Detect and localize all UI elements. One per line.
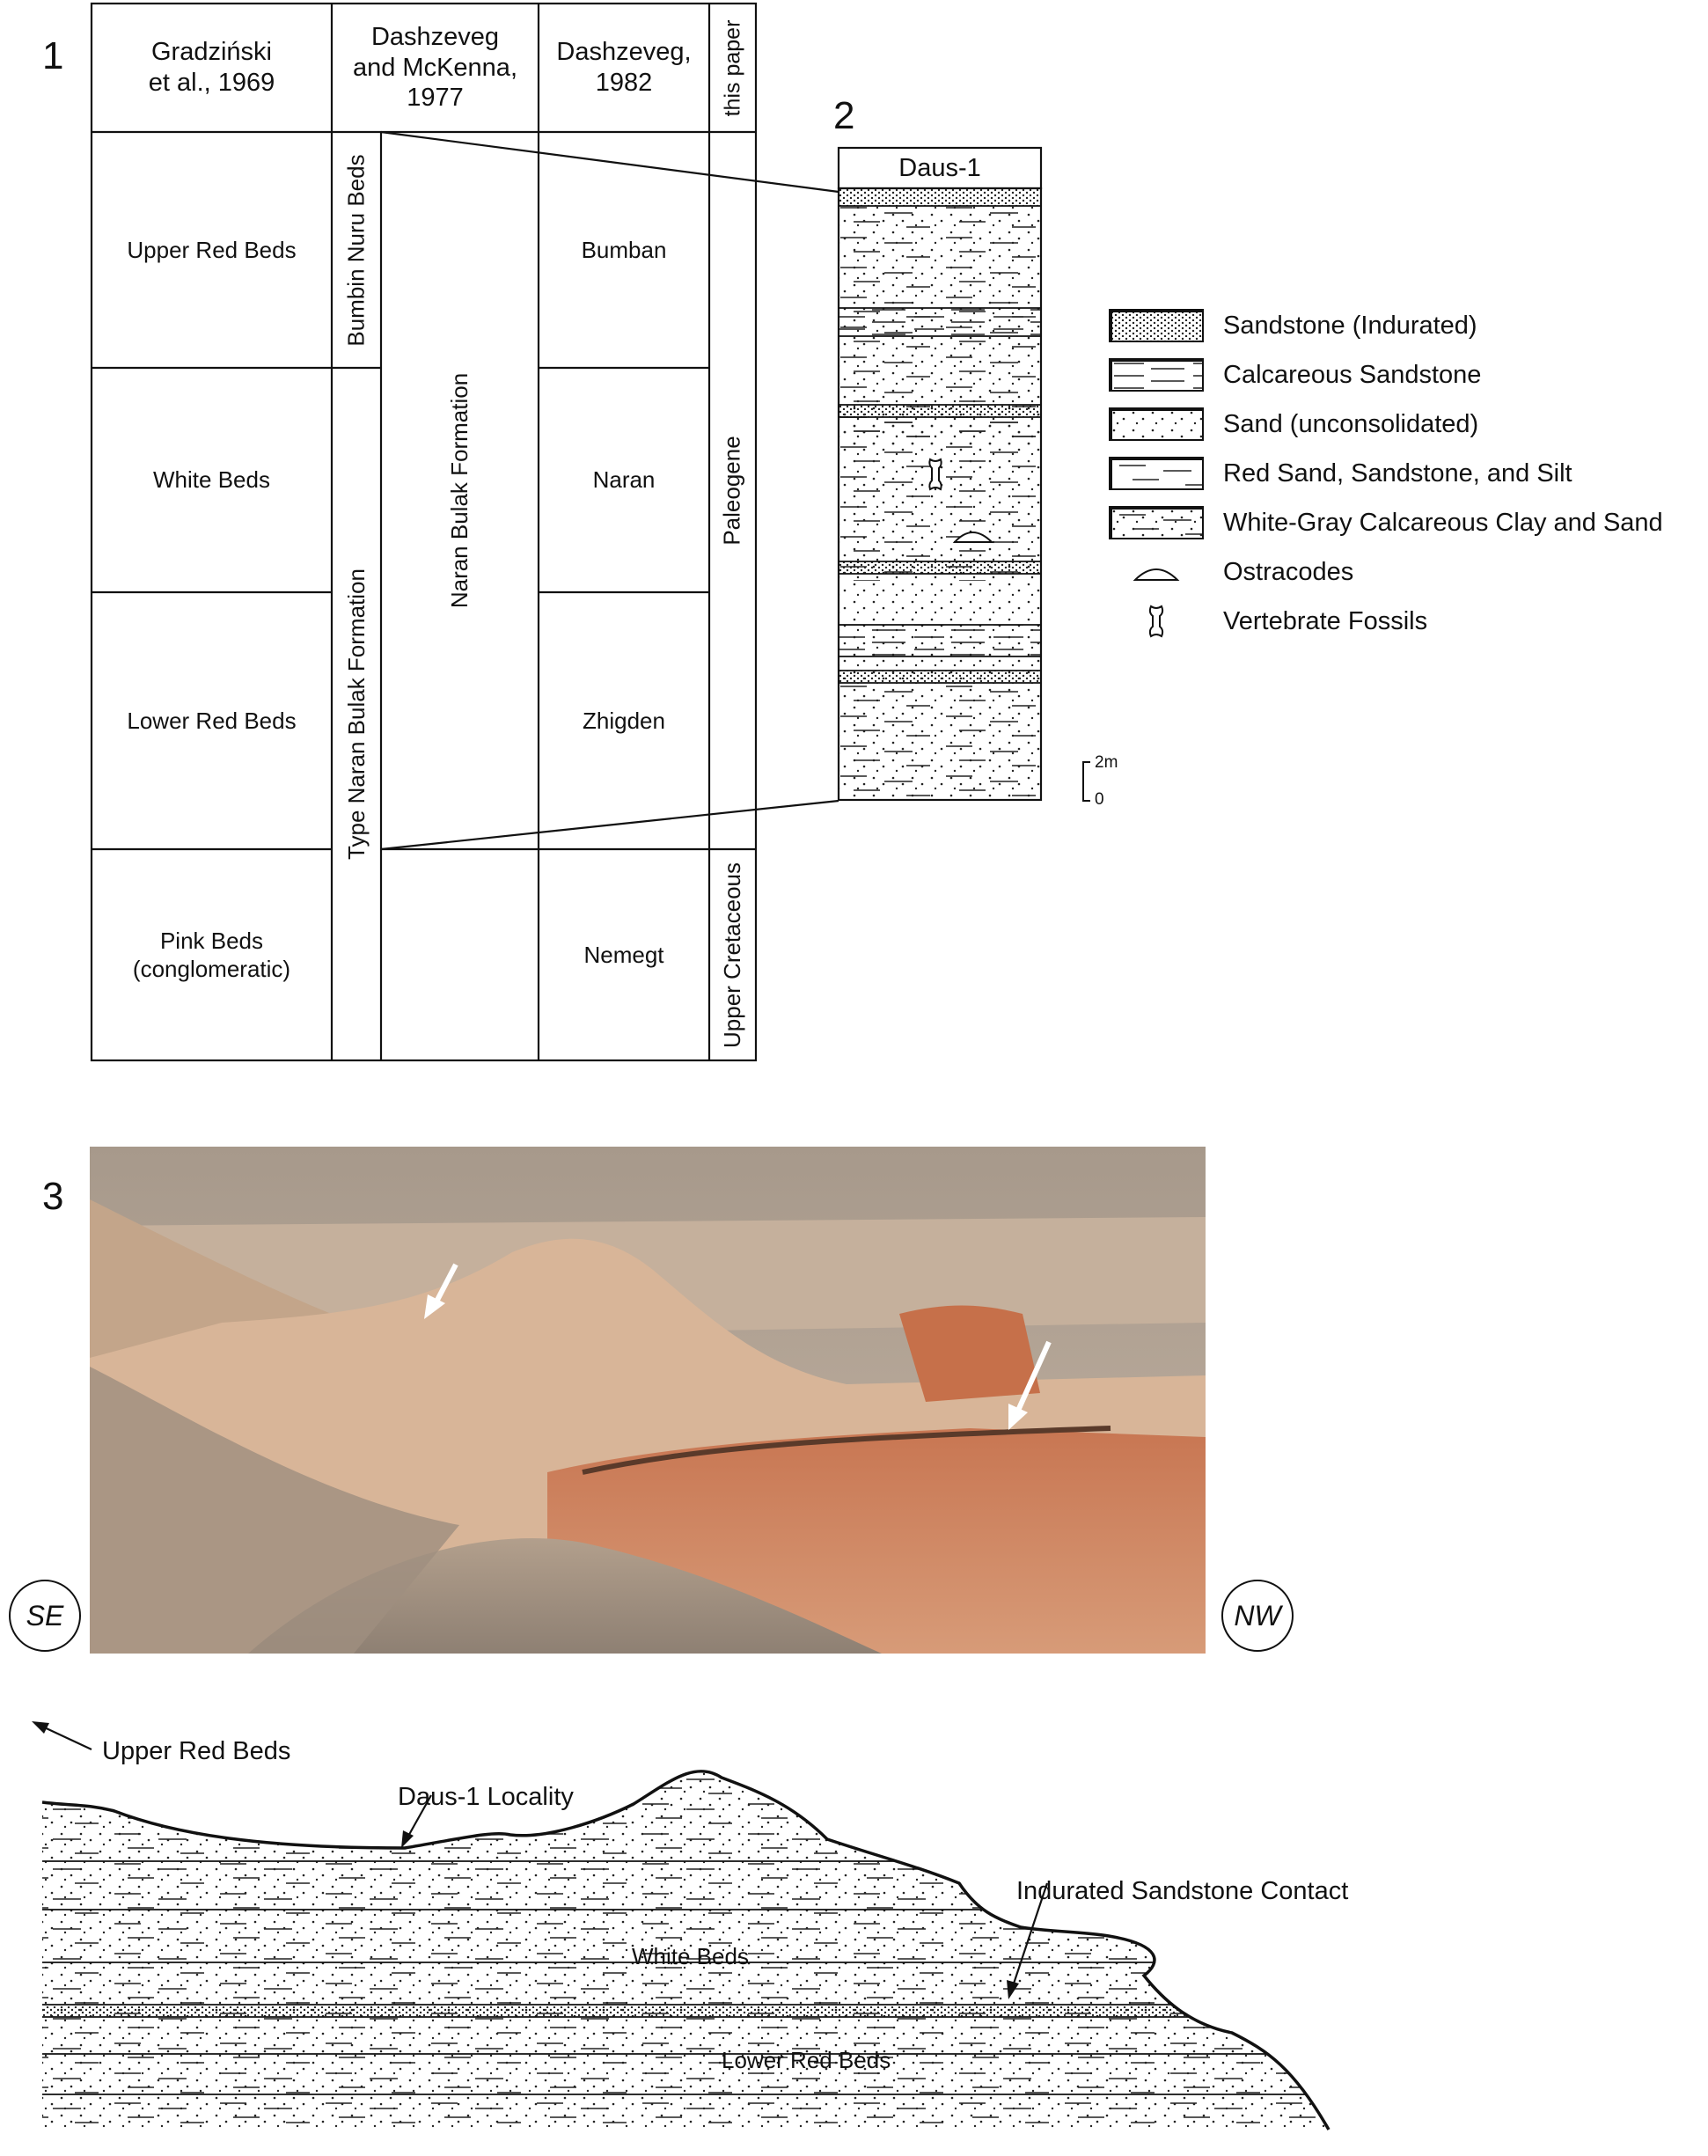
unit-bumban: Bumban xyxy=(581,236,667,263)
unit-lower-red-beds: Lower Red Beds xyxy=(127,707,297,734)
compass-nw: NW xyxy=(1221,1580,1294,1652)
legend-item-indurated xyxy=(1109,308,1477,343)
legend-item-sand xyxy=(1109,407,1478,442)
ostracode-legend-icon xyxy=(1109,555,1204,589)
legend-swatch-calcareous xyxy=(1109,358,1204,392)
compass-se: SE xyxy=(9,1580,81,1652)
legend-item-vertebrate xyxy=(1109,604,1427,639)
unit-paleogene-cell xyxy=(709,132,756,849)
legend-item-ostracodes xyxy=(1109,554,1353,590)
legend-item-red-sand xyxy=(1109,456,1572,491)
legend-label-ostracodes: Ostracodes xyxy=(1223,557,1354,586)
unit-upper-cretaceous: Upper Cretaceous xyxy=(719,862,745,1048)
header-this-paper-cell xyxy=(709,4,756,132)
legend-item-white-gray xyxy=(1109,505,1663,540)
section-title: Daus-1 xyxy=(898,153,981,182)
legend-label-indurated: Sandstone (Indurated) xyxy=(1223,311,1477,340)
unit-zhigden: Zhigden xyxy=(583,707,665,734)
unit-naran: Naran xyxy=(592,466,656,494)
scale-bottom-label: 0 xyxy=(1095,790,1104,809)
header-gradzinski: Gradziński et al., 1969 xyxy=(148,38,275,97)
header-dashzeveg-1982: Dashzeveg, 1982 xyxy=(556,38,692,97)
unit-naran-bulak-formation: Naran Bulak Formation xyxy=(446,372,473,609)
label-daus-1-locality: Daus-1 Locality xyxy=(398,1783,574,1811)
legend-swatch-white-gray xyxy=(1109,506,1204,539)
unit-pink-beds: Pink Beds (conglomeratic) xyxy=(132,927,291,982)
unit-white-beds: White Beds xyxy=(153,466,270,494)
unit-upper-cretaceous-cell xyxy=(709,849,756,1060)
legend-label-red-sand: Red Sand, Sandstone, and Silt xyxy=(1223,458,1572,488)
unit-bumbin-nuru-beds: Bumbin Nuru Beds xyxy=(342,153,370,347)
legend-label-vertebrate: Vertebrate Fossils xyxy=(1223,606,1428,635)
panel-number-2: 2 xyxy=(833,94,855,137)
outcrop-photo xyxy=(90,1147,1206,1654)
unit-paleogene: Paleogene xyxy=(719,436,745,546)
unit-type-naran-bulak-cell xyxy=(332,368,381,1060)
unit-bumbin-nuru-cell xyxy=(332,132,381,368)
legend-label-calcareous: Calcareous Sandstone xyxy=(1223,360,1482,389)
label-white-beds: White Beds xyxy=(632,1943,749,1969)
legend-swatch-indurated xyxy=(1109,309,1204,342)
header-dashzeveg-mckenna: Dashzeveg and McKenna, 1977 xyxy=(352,22,517,113)
cross-section-diagram xyxy=(0,1707,1708,2156)
unit-type-naran-bulak-formation: Type Naran Bulak Formation xyxy=(342,568,370,860)
header-this-paper: this paper xyxy=(720,19,745,116)
legend-swatch-red-sand xyxy=(1109,457,1204,490)
legend-label-sand: Sand (unconsolidated) xyxy=(1223,409,1479,438)
panel-number-3: 3 xyxy=(42,1175,64,1218)
legend-label-white-gray: White-Gray Calcareous Clay and Sand xyxy=(1223,508,1663,537)
scale-bar xyxy=(1078,757,1096,810)
legend-swatch-sand xyxy=(1109,407,1204,441)
legend-item-calcareous xyxy=(1109,357,1481,392)
vertebrate-fossil-icon xyxy=(929,459,941,489)
label-indurated-contact: Indurated Sandstone Contact xyxy=(1016,1877,1349,1905)
label-lower-red-beds: Lower Red Beds xyxy=(722,2047,891,2073)
daus-1-section-column xyxy=(832,141,1043,810)
label-upper-red-beds: Upper Red Beds xyxy=(102,1737,291,1765)
scale-top-label: 2m xyxy=(1095,753,1118,772)
bone-legend-icon xyxy=(1109,604,1204,639)
unit-upper-red-beds: Upper Red Beds xyxy=(127,236,297,263)
panel-number-1: 1 xyxy=(42,34,64,77)
unit-naran-bulak-cell xyxy=(381,132,539,849)
unit-nemegt: Nemegt xyxy=(583,941,664,968)
